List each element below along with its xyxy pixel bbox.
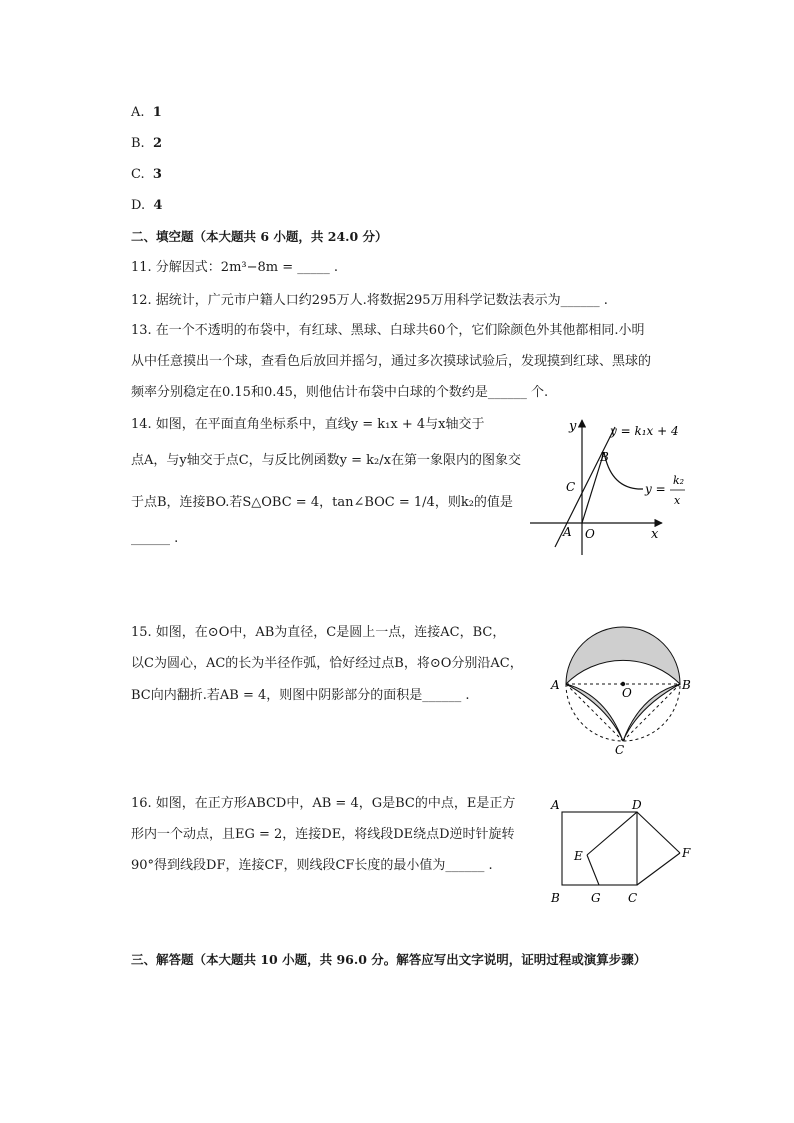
question-12: 12. 据统计，广元市户籍人口约295万人.将数据295万用科学记数法表示为______ . [131, 293, 608, 308]
segment-fc [637, 853, 680, 885]
section-3-heading: 三、解答题（本大题共 10 小题，共 96.0 分。解答应写出文字说明，证明过程或演算步骤） [131, 952, 647, 967]
question-16-line3: 90°得到线段DF，连接CF，则线段CF长度的最小值为______ . [131, 858, 493, 873]
point-c-label: C [628, 891, 638, 905]
question-16-line2: 形内一个动点，且EG = 2，连接DE，将线段DE绕点D逆时针旋转 [131, 827, 515, 842]
chord-ac [566, 684, 623, 741]
point-c-label: C [615, 743, 625, 757]
point-o-label: O [585, 527, 595, 541]
shaded-top-region [566, 627, 680, 684]
point-o-label: O [622, 686, 632, 700]
option-b: B. 2 [131, 136, 162, 151]
question-14-line4: ______ . [131, 531, 179, 546]
segment-eg [587, 855, 599, 885]
question-14-line3: 于点B，连接BO.若S△OBC = 4，tan∠BOC = 1/4，则k₂的值是 [131, 495, 513, 510]
point-b-label: B [600, 450, 609, 464]
point-a-label: A [563, 525, 572, 539]
section-2-heading: 二、填空题（本大题共 6 小题，共 24.0 分） [131, 229, 388, 244]
point-d-label: D [632, 798, 642, 812]
question-15-line3: BC向内翻折.若AB = 4，则图中阴影部分的面积是______ . [131, 688, 470, 703]
question-16-line1: 16. 如图，在正方形ABCD中，AB = 4，G是BC的中点，E是正方 [131, 796, 516, 811]
point-a-label: A [551, 798, 560, 812]
curve-equation-lhs: y = [645, 482, 666, 496]
hyperbola-curve [604, 452, 643, 489]
option-c: C. 3 [131, 167, 162, 182]
question-14-line1: 14. 如图，在平面直角坐标系中，直线y = k₁x + 4与x轴交于 [131, 417, 485, 432]
point-f-label: F [682, 846, 691, 860]
question-11: 11. 分解因式：2m³−8m = _____ . [131, 260, 339, 275]
y-axis-label: y [569, 419, 577, 434]
q15-circle-figure [548, 625, 698, 757]
line-equation-label: y = k₁x + 4 [610, 424, 679, 438]
curve-equation-denominator: x [674, 494, 681, 507]
question-15-line2: 以C为圆心，AC的长为半径作弧，恰好经过点B，将⊙O分别沿AC， [131, 656, 523, 671]
q16-square-figure [545, 795, 695, 907]
point-b-label: B [551, 891, 560, 905]
curve-equation-numerator: k₂ [673, 474, 685, 487]
question-13-line1: 13. 在一个不透明的布袋中，有红球、黑球、白球共60个，它们除颜色外其他都相同.小明 [131, 323, 645, 338]
point-e-label: E [574, 849, 583, 863]
segment-df [637, 812, 680, 853]
option-d: D. 4 [131, 198, 163, 213]
option-a: A. 1 [131, 105, 162, 120]
point-b-label: B [682, 678, 691, 692]
question-15-line1: 15. 如图，在⊙O中，AB为直径，C是圆上一点，连接AC，BC， [131, 625, 506, 640]
point-a-label: A [551, 678, 560, 692]
question-13-line2: 从中任意摸出一个球，查看色后放回并摇匀，通过多次摸球试验后，发现摸到红球、黑球的 [131, 354, 652, 369]
point-g-label: G [591, 891, 601, 905]
question-13-line3: 频率分别稳定在0.15和0.45，则他估计布袋中白球的个数约是______ 个. [131, 385, 549, 400]
q14-coordinate-figure [525, 412, 685, 560]
x-axis-label: x [651, 527, 659, 542]
segment-de [587, 812, 637, 855]
point-c-label: C [566, 480, 576, 494]
question-14-line2: 点A，与y轴交于点C，与反比例函数y = k₂/x在第一象限内的图象交 [131, 453, 521, 468]
